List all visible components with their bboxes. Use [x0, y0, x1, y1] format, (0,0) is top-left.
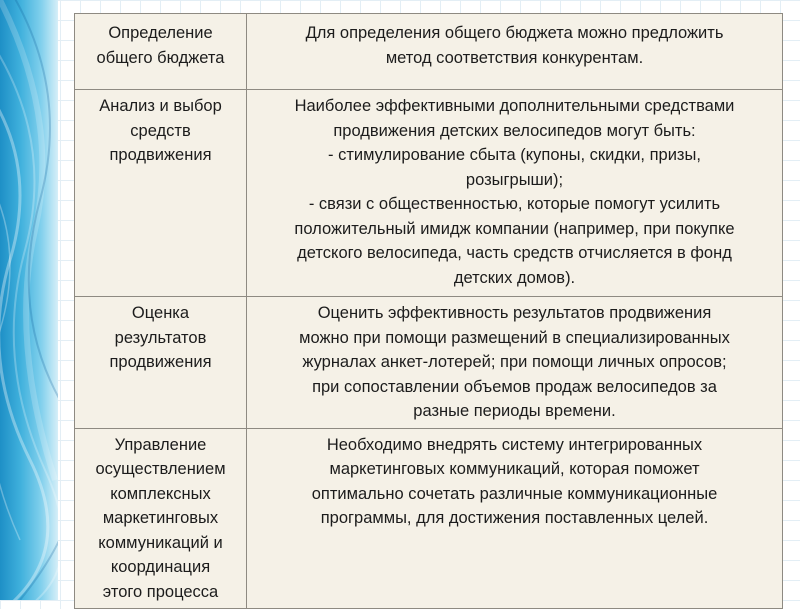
- content-line: Для определения общего бюджета можно предложить: [305, 24, 724, 42]
- content-line: розыгрыши);: [465, 170, 564, 189]
- content-line: программы, для достижения поставленных целей.: [320, 509, 709, 527]
- table-row: [75, 90, 783, 297]
- row-label-cell: [75, 14, 247, 90]
- row-label-cell: [75, 428, 247, 609]
- content-line: разные периоды времени.: [413, 402, 616, 420]
- row-content-cell: [247, 297, 783, 429]
- row-label-cell: [75, 297, 247, 429]
- label-line: комплексных: [110, 484, 211, 503]
- table-row: [75, 14, 783, 90]
- label-line: этого процесса: [102, 582, 219, 601]
- content-line: детского велосипеда, часть средств отчисляется в фонд: [297, 244, 732, 262]
- content-line: маркетинговых коммуникаций, которая поможет: [329, 460, 700, 478]
- row-content-cell: [247, 90, 783, 297]
- content-line: Оценить эффективность результатов продвижения: [317, 304, 712, 322]
- label-line: Оценка: [131, 304, 190, 322]
- decorative-sidebar: [0, 0, 58, 600]
- label-line: осуществлением: [95, 460, 226, 478]
- table-row: [75, 297, 783, 429]
- label-line: средств: [130, 121, 191, 140]
- label-line: результатов: [114, 328, 207, 347]
- content-line: оптимально сочетать различные коммуникационные: [311, 484, 718, 503]
- content-line: метод соответствия конкурентам.: [385, 48, 644, 67]
- label-line: продвижения: [109, 146, 212, 164]
- label-line: маркетинговых: [102, 509, 219, 527]
- row-label-cell: [75, 90, 247, 297]
- content-line: положительный имидж компании (например, при покупке: [294, 219, 735, 238]
- promotion-plan-table: [74, 13, 783, 609]
- content-line: можно при помощи размещений в специализированных: [299, 328, 730, 347]
- content-line: при сопоставлении объемов продаж велосипедов за: [312, 377, 717, 396]
- content-line: - стимулирование сбыта (купоны, скидки, призы,: [328, 146, 701, 164]
- label-line: Анализ и выбор: [99, 97, 222, 115]
- label-line: Управление: [114, 435, 207, 454]
- decorative-swirl-graphic: [0, 0, 58, 600]
- row-content-cell: [247, 14, 783, 90]
- row-content-cell: [247, 428, 783, 609]
- content-line: продвижения детских велосипедов могут быть:: [333, 121, 696, 140]
- content-line: - связи с общественностью, которые помогут усилить: [308, 195, 721, 213]
- label-line: координация: [110, 558, 211, 576]
- content-line: Наиболее эффективными дополнительными средствами: [294, 97, 735, 115]
- label-line: общего бюджета: [96, 48, 225, 67]
- label-line: Определение: [108, 24, 213, 42]
- label-line: коммуникаций и: [98, 533, 223, 552]
- content-line: детских домов).: [453, 268, 576, 287]
- content-line: Необходимо внедрять систему интегрированных: [326, 435, 703, 454]
- table-row: [75, 428, 783, 609]
- content-line: журналах анкет-лотерей; при помощи личных опросов;: [302, 353, 727, 371]
- label-line: продвижения: [109, 353, 212, 371]
